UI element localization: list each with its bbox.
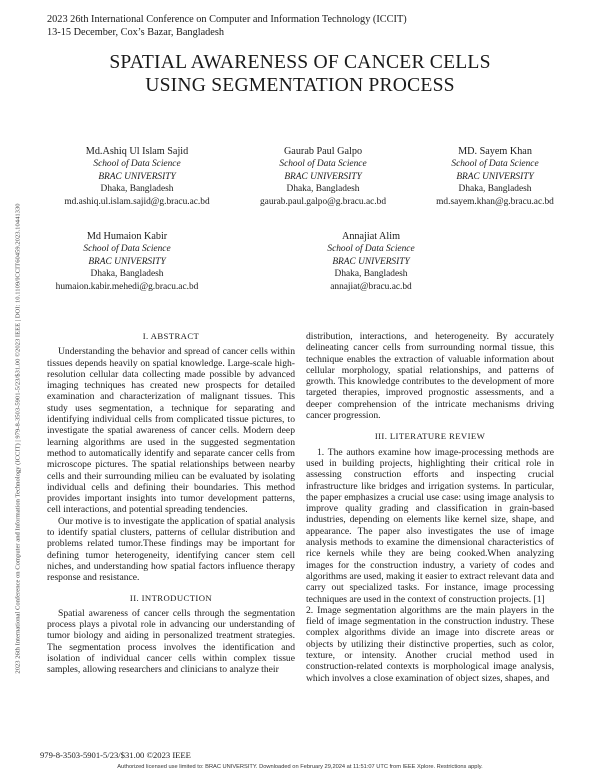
author-block-3 bbox=[424, 146, 566, 208]
abstract-paragraph-1: Understanding the behavior and spread of cancer cells within tissues depends heavily on spatial knowledge. Large-scale high-resolution cellular data collecting made possible by advanced imaging techniques has created new prospects for detailed examination and characterization of malignant tissues. This study uses segmentation, a technique for separating and identifying individual cells from complicated tissue pictures, to investigate the spatial awareness of cancer cells. Modern deep learning algorithms are used in the suggested segmentation method to automatically identify and separate cancer cells from microscope pictures. The spatial relationships between nearby cells and their surrounding milieu can be evaluated by isolating individual cells and defining their boundaries. This method provides important insights into tumor development patterns, cell interactions, and potential spreading tendencies. bbox=[47, 346, 295, 516]
author-city: Dhaka, Bangladesh bbox=[458, 184, 532, 195]
conference-header bbox=[47, 14, 407, 39]
author-block-1 bbox=[52, 146, 222, 208]
author-name: Gaurab Paul Galpo bbox=[283, 146, 363, 157]
introduction-heading: II. INTRODUCTION bbox=[129, 592, 213, 603]
abstract-paragraph-2: Our motive is to investigate the application of spatial analysis to identify spatial clusters, patterns of cellular distribution and problems related tumor.These findings may be important for defining tumor heterogeneity, identifying cancer stem cell niches, and understanding how spatial factors influence therapy response and resistance. bbox=[47, 515, 295, 584]
conference-date-location: 13-15 December, Cox’s Bazar, Bangladesh bbox=[47, 26, 225, 38]
title-line-2: USING SEGMENTATION PROCESS bbox=[145, 75, 455, 96]
author-univ: BRAC UNIVERSITY bbox=[88, 256, 166, 267]
author-univ: BRAC UNIVERSITY bbox=[456, 171, 534, 182]
side-doi-text: 2023 26th International Conference on Computer and Information Technology (ICCIT) | 979-8-3503-5901-5/23/$31.00 ©2023 IEEE | DOI: 10.1109/ICCIT60459.2023.10441330 bbox=[14, 203, 22, 674]
author-dept: School of Data Science bbox=[93, 159, 181, 170]
author-email: md.sayem.khan@g.bracu.ac.bd bbox=[436, 196, 554, 207]
author-name: MD. Sayem Khan bbox=[458, 146, 532, 157]
author-dept: School of Data Science bbox=[327, 244, 415, 255]
left-column bbox=[47, 331, 295, 676]
author-email: humaion.kabir.mehedi@g.bracu.ac.bd bbox=[55, 281, 199, 292]
introduction-paragraph-1: Spatial awareness of cancer cells through the segmentation process plays a pivotal role in advancing our understanding of tumor biology and aiding in personalized treatment strategies. The segmentation process involves the identification and isolation of individual cancer cells within complex tissue samples, allowing researchers and clinicians to analyze their bbox=[47, 607, 295, 676]
conference-name: 2023 26th International Conference on Computer and Information Technology (ICCIT) bbox=[47, 14, 407, 25]
literature-paragraph-1: 1. The authors examine how image-processing methods are used in building projects, highlighting their critical role in assessing construction efforts and inspecting crucial infrastructure like bridges and irrigation systems. In particular, the paper emphasizes a crucial use case: using image analysis to improve quality grading and classification in grain-based industries, depending on elements like kernel size, shape, and appearance. The paper also investigates the use of image analysis methods to examine the dimensional characteristics of rice kernels while they are being cooked.When analyzing images for the construction industry, a variety of codes and algorithms are used, making it easier to extract relevant data and carry out specialized tasks. For instance, image processing techniques are used in the context of construction projects. [1] bbox=[306, 446, 554, 605]
author-dept: School of Data Science bbox=[451, 159, 539, 170]
introduction-paragraph-1-continued: distribution, interactions, and heterogeneity. By accurately delineating cancer cells from surrounding normal tissue, this technique enables the extraction of valuable information about cellular morphology, spatial relationships, and patterns of growth. This knowledge contributes to the development of more targeted therapies, improved prognostic assessments, and a deeper comprehension of the intricate mechanisms driving cancer progression. bbox=[306, 331, 554, 422]
title-line-1: SPATIAL AWARENESS OF CANCER CELLS bbox=[109, 52, 491, 73]
author-email: md.ashiq.ul.islam.sajid@g.bracu.ac.bd bbox=[64, 196, 210, 207]
author-block-2 bbox=[245, 146, 401, 208]
author-univ: BRAC UNIVERSITY bbox=[284, 171, 362, 182]
author-name: Annajiat Alim bbox=[341, 231, 400, 242]
abstract-heading: I. ABSTRACT bbox=[142, 331, 200, 341]
author-name: Md.Ashiq Ul Islam Sajid bbox=[85, 146, 189, 157]
author-city: Dhaka, Bangladesh bbox=[286, 184, 360, 195]
author-univ: BRAC UNIVERSITY bbox=[98, 171, 176, 182]
author-email: annajiat@bracu.ac.bd bbox=[330, 281, 412, 292]
author-dept: School of Data Science bbox=[83, 244, 171, 255]
isbn-copyright: 979-8-3503-5901-5/23/$31.00 ©2023 IEEE bbox=[40, 750, 191, 760]
author-city: Dhaka, Bangladesh bbox=[90, 269, 164, 280]
author-city: Dhaka, Bangladesh bbox=[100, 184, 174, 195]
author-name: Md Humaion Kabir bbox=[86, 231, 168, 242]
author-dept: School of Data Science bbox=[279, 159, 367, 170]
author-univ: BRAC UNIVERSITY bbox=[332, 256, 410, 267]
literature-review-heading: III. LITERATURE REVIEW bbox=[374, 431, 486, 442]
author-city: Dhaka, Bangladesh bbox=[334, 269, 408, 280]
literature-paragraph-2: 2. Image segmentation algorithms are the main players in the field of image segmentation in the construction industry. These complex algorithms divide an image into discrete areas or objects by utilizing their distinctive properties, such as color, texture, or intensity. Another crucial method used in construction-related contexts is morphological image analysis, which involves a close examination of object sizes, shapes, and bbox=[306, 604, 554, 684]
author-block-4 bbox=[46, 231, 208, 293]
author-block-5 bbox=[306, 231, 436, 293]
paper-title bbox=[0, 51, 600, 97]
author-email: gaurab.paul.galpo@g.bracu.ac.bd bbox=[259, 196, 387, 207]
license-notice: Authorized licensed use limited to: BRAC UNIVERSITY. Downloaded on February 29,2024 at 11:51:07 UTC from IEEE Xplore. Restrictions apply. bbox=[117, 764, 483, 770]
right-column bbox=[306, 331, 554, 684]
